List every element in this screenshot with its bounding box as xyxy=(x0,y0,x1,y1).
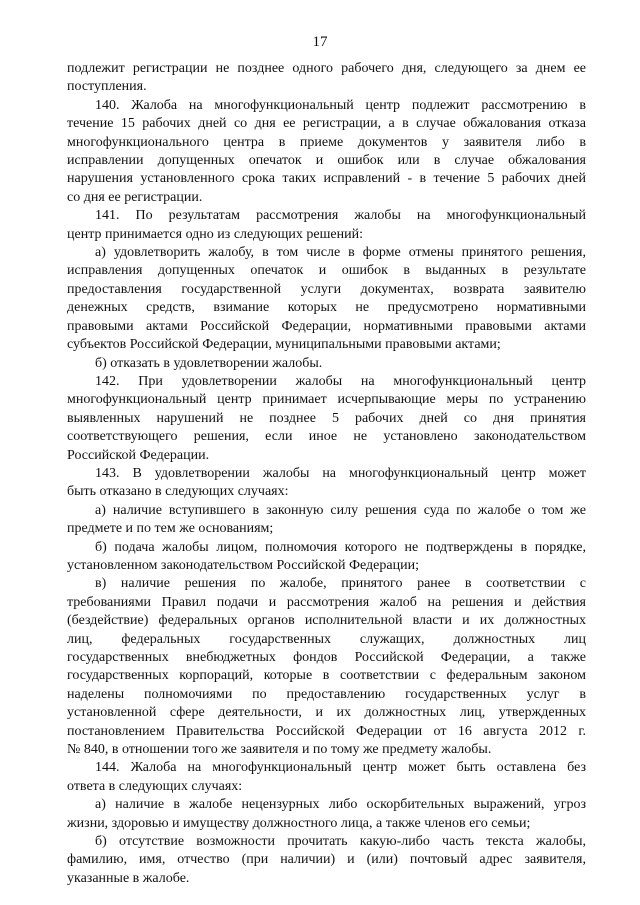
text-line: ответа в следующих случаях: xyxy=(67,778,243,794)
text-line: течение 15 рабочих дней со дня ее регистрации, а в случае обжалования отказа xyxy=(67,116,586,132)
text-line: 140. Жалоба на многофункциональный центр подлежит рассмотрению в xyxy=(95,97,586,113)
text-line: государственных корпораций, которые в соответствии с федеральным законом xyxy=(67,668,586,684)
text-line: предмете и по тем же основаниям; xyxy=(67,521,274,537)
text-line: в) наличие решения по жалобе, принятого ранее в соответствии с xyxy=(95,576,586,592)
text-line: соответствующего решения, если иное не установлено законодательством xyxy=(67,429,586,445)
text-line: исправлении допущенных опечаток и ошибок или в случае обжалования xyxy=(67,153,586,169)
text-line: субъектов Российской Федерации, муниципальными правовыми актами; xyxy=(67,337,501,353)
text-line: со дня ее регистрации. xyxy=(67,189,203,205)
text-line: а) наличие вступившего в законную силу решения суда по жалобе о том же xyxy=(95,502,586,518)
text-line: постановлением Правительства Российской Федерации от 16 августа 2012 г. xyxy=(67,723,586,739)
text-line: жизни, здоровью и имуществу должностного лица, а также членов его семьи; xyxy=(67,815,531,831)
text-line: требованиями Правил подачи и рассмотрения жалоб на решения и действия xyxy=(67,594,586,610)
text-line: б) отказать в удовлетворении жалобы. xyxy=(95,355,323,371)
text-line: 142. При удовлетворении жалобы на многофункциональный центр xyxy=(95,373,586,389)
text-line: подлежит регистрации не позднее одного рабочего дня, следующего за днем ее xyxy=(67,61,586,76)
text-line: 144. Жалоба на многофункциональный центр может быть оставлена без xyxy=(95,760,586,776)
text-line: б) подача жалобы лицом, полномочия которого не подтверждены в порядке, xyxy=(95,539,586,555)
text-line: наделены полномочиями по предоставлению государственных услуг в xyxy=(67,686,586,702)
text-line: государственных внебюджетных фондов Российской Федерации, а также xyxy=(67,650,586,665)
text-line: 141. По результатам рассмотрения жалобы на многофункциональный xyxy=(95,208,586,224)
text-line: исправления допущенных опечаток и ошибок в выданных в результате xyxy=(67,263,586,279)
text-line: лиц, федеральных государственных служащих, должностных лиц xyxy=(67,631,586,647)
text-line: б) отсутствие возможности прочитать какую-либо часть текста жалобы, xyxy=(95,834,586,850)
text-line: многофункциональный центр принимает исчерпывающие меры по устранению xyxy=(67,392,586,408)
text-line: а) наличие в жалобе нецензурных либо оскорбительных выражений, угроз xyxy=(95,797,586,813)
text-line: а) удовлетворить жалобу, в том числе в форме отмены принятого решения, xyxy=(95,245,586,261)
text-line: многофункционального центра в приеме документов у заявителя либо в xyxy=(67,134,586,150)
text-line: поступления. xyxy=(67,79,147,95)
text-line: 143. В удовлетворении жалобы на многофункциональный центр может xyxy=(95,465,586,481)
text-line: предоставления государственной услуги документах, возврата заявителю xyxy=(67,281,586,297)
text-line: указанные в жалобе. xyxy=(67,870,190,886)
text-line: установленной сфере деятельности, и их должностных лиц, утвержденных xyxy=(67,705,586,721)
text-line: фамилию, имя, отчество (при наличии) и (или) почтовый адрес заявителя, xyxy=(67,852,586,868)
page-number: 17 xyxy=(312,34,328,50)
text-line: выявленных нарушений не позднее 5 рабочих дней со дня принятия xyxy=(67,410,586,426)
text-line: правовыми актами Российской Федерации, нормативными правовыми актами xyxy=(67,318,586,334)
text-line: Российской Федерации. xyxy=(67,447,210,463)
document-body xyxy=(67,60,586,888)
text-line: быть отказано в следующих случаях: xyxy=(67,484,289,500)
text-line: установленном законодательством Российской Федерации; xyxy=(67,557,419,573)
text-line: (бездействие) федеральных органов исполнительной власти и их должностных xyxy=(67,613,586,629)
text-line: денежных средств, взимание которых не предусмотрено нормативными xyxy=(67,300,586,316)
text-line: центр принимается одно из следующих решений: xyxy=(67,226,363,242)
text-line: нарушения установленного срока таких исправлений - в течение 5 рабочих дней xyxy=(67,171,586,187)
text-line: № 840, в отношении того же заявителя и по тому же предмету жалобы. xyxy=(67,742,492,758)
